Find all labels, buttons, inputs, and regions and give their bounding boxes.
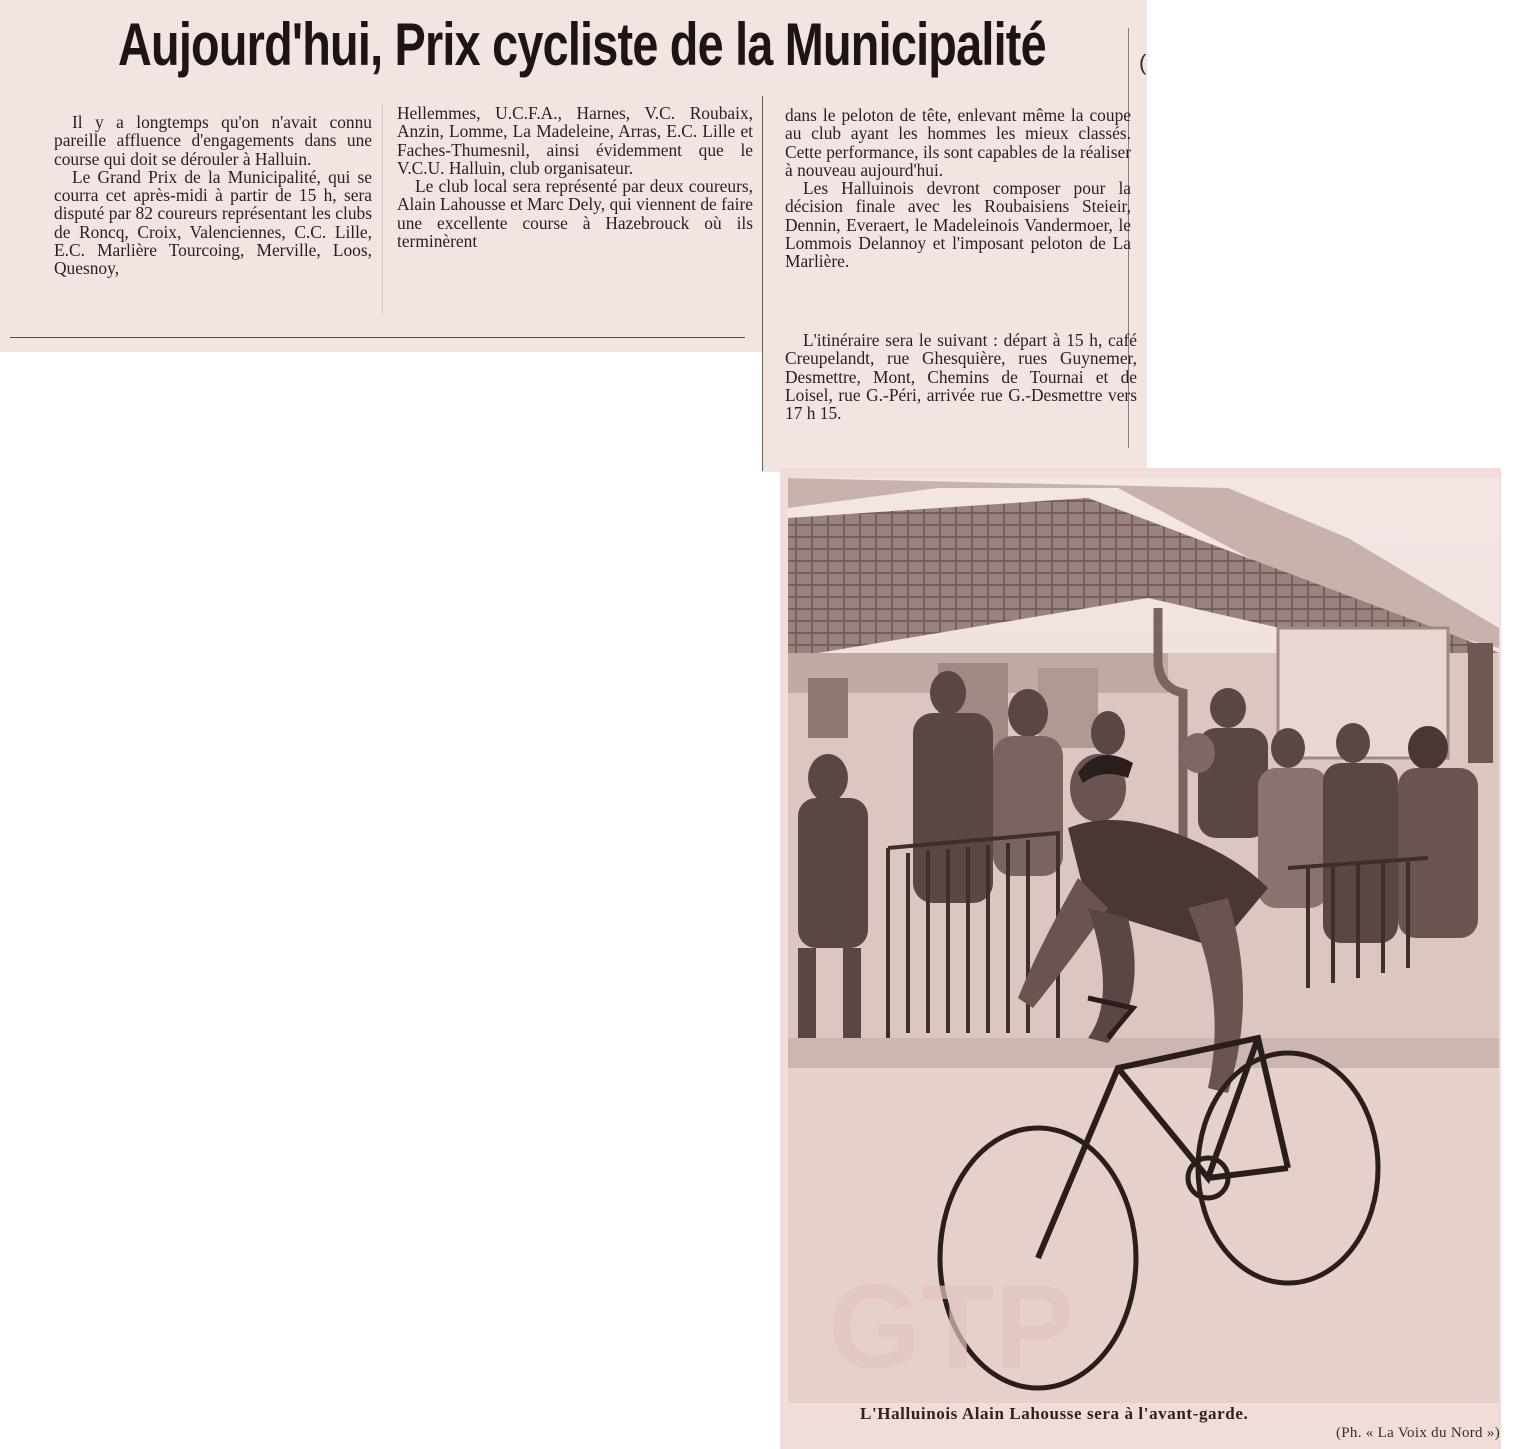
paragraph: Le club local sera représenté par deux coureurs, Alain Lahousse et Marc Dely, qui viennent de faire une excellente course à Hazebrouck où ils terminèrent — [397, 176, 753, 252]
paragraph: Hellemmes, U.C.F.A., Harnes, V.C. Roubaix, Anzin, Lomme, La Madeleine, Arras, E.C. Lille et Faches-Thumesnil, ainsi évidemment que le V.C.U. Halluin, club organisateur. — [397, 103, 753, 178]
photo-caption: L'Halluinois Alain Lahousse sera à l'avant-garde. — [860, 1404, 1249, 1423]
adjacent-article-fragment: ( — [1139, 50, 1147, 75]
window — [808, 678, 848, 738]
column-rule — [762, 96, 763, 471]
paragraph: L'itinéraire sera le suivant : départ à 15 h, café Creupelandt, rue Ghesquière, rues Guynemer, Desmettre, Mont, Chemins de Tournai et de Loisel, rue G.-Péri, arrivée rue G.-Desmettre vers 17 h 15. — [785, 330, 1137, 424]
column-gutter — [382, 104, 383, 314]
paragraph: dans le peloton de tête, enlevant même la coupe au club ayant les hommes les mieux classés. Cette performance, ils sont capables de la réaliser à nouveau aujourd'hui. — [785, 105, 1131, 180]
photo-credit: (Ph. « La Voix du Nord ») — [1335, 1425, 1500, 1441]
article-column-3 — [785, 106, 1131, 271]
svg-text:GTP: GTP — [828, 1260, 1075, 1394]
article-column-2 — [397, 104, 753, 250]
window — [1468, 643, 1493, 763]
paragraph: Il y a longtemps qu'on n'avait connu pareille affluence d'engagements dans une course qui doit se dérouler à Halluin. — [54, 112, 372, 169]
article-bottom-rule — [10, 337, 745, 338]
article-column-1 — [54, 113, 372, 278]
paragraph: Le Grand Prix de la Municipalité, qui se courra cet après-midi à partir de 15 h, sera disputé par 82 coureurs représentant les clubs de Roncq, Croix, Valenciennes, C.C. Lille, E.C. Marlière Tourcoing, Merville, Loos, Quesnoy, — [54, 166, 372, 279]
article-column-3-continued — [785, 331, 1137, 422]
paragraph: Les Halluinois devront composer pour la décision finale avec les Roubaisiens Steieir, Dennin, Everaert, le Madeleinois Vandermoer, le Lommois Delannoy et l'imposant peloton de La Marlière. — [785, 178, 1131, 272]
cyclist-photo — [788, 478, 1499, 1403]
headline: Aujourd'hui, Prix cycliste de la Municipalité — [118, 11, 1046, 78]
